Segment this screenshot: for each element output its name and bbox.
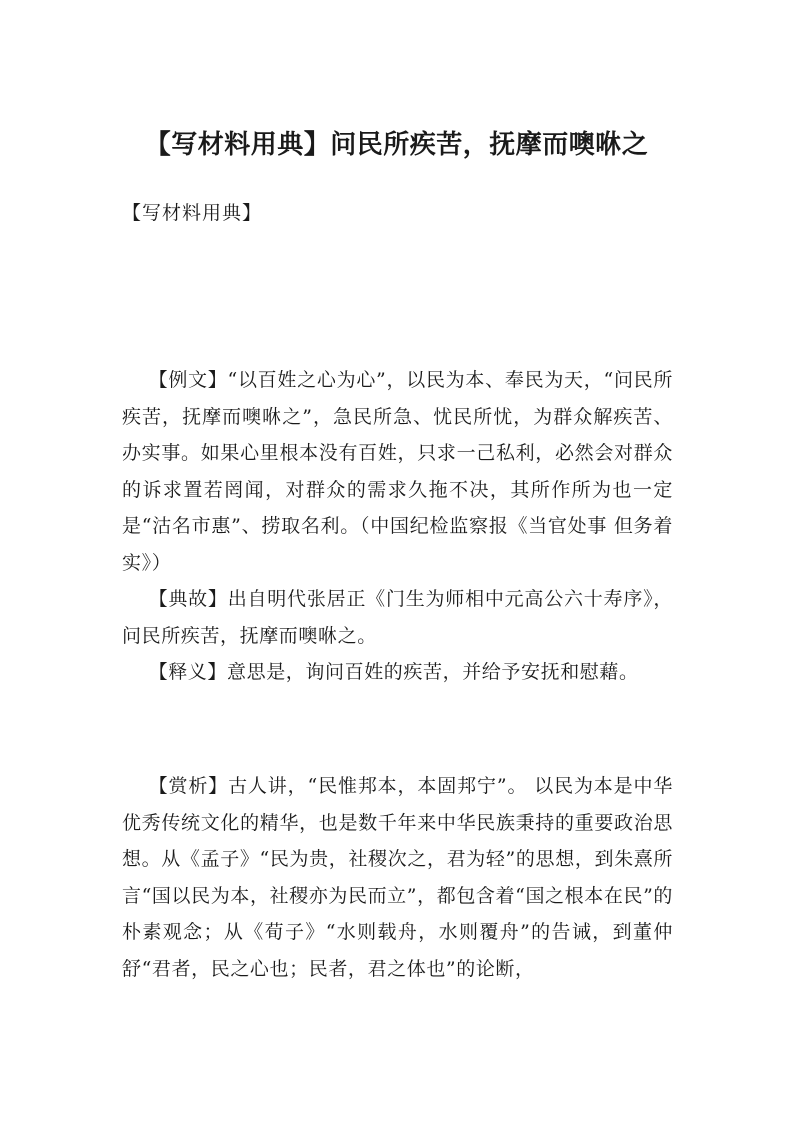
section-label: 【写材料用典】 [122, 202, 263, 224]
paragraph-source [122, 581, 673, 654]
body-section-top [122, 362, 673, 691]
paragraph-example [122, 362, 673, 581]
paragraph-meaning [122, 654, 673, 691]
paragraph-tag: 【例文】 [148, 369, 228, 391]
paragraph-text: “以百姓之心为心”，以民为本、奉民为天，“问民所疾苦，抚摩而噢咻之”，急民所急、忧民所忧，为群众解疾苦、办实事。如果心里根本没有百姓，只求一己私利，必然会对群众的诉求置若罔闻，对群众的需求久拖不决，其所作所为也一定是“沽名市惠”、捞取名利。（中国纪检监察报《当官处事 但务着实》） [122, 369, 673, 574]
paragraph-text: 意思是，询问百姓的疾苦，并给予安抚和慰藉。 [227, 661, 639, 683]
paragraph-text: 出自明代张居正《门生为师相中元高公六十寿序》，问民所疾苦，抚摩而噢咻之。 [122, 588, 673, 647]
body-section-bottom [122, 768, 673, 987]
paragraph-tag: 【释义】 [148, 661, 227, 683]
paragraph-text: 古人讲，“民惟邦本，本固邦宁”。 以民为本是中华优秀传统文化的精华，也是数千年来中华民族秉持的重要政治思想。从《孟子》“民为贵，社稷次之，君为轻”的思想，到朱熹所言“国以民为本，社稷亦为民而立”，都包含着“国之根本在民”的朴素观念；从《荀子》“水则载舟，水则覆舟”的告诫，到董仲舒“君者，民之心也；民者，君之体也”的论断， [122, 775, 673, 980]
paragraph-tag: 【典故】 [148, 588, 228, 610]
paragraph-tag: 【赏析】 [148, 775, 229, 797]
paragraph-analysis [122, 768, 673, 987]
page-title: 【写材料用典】问民所疾苦，抚摩而噢咻之 [144, 130, 649, 160]
